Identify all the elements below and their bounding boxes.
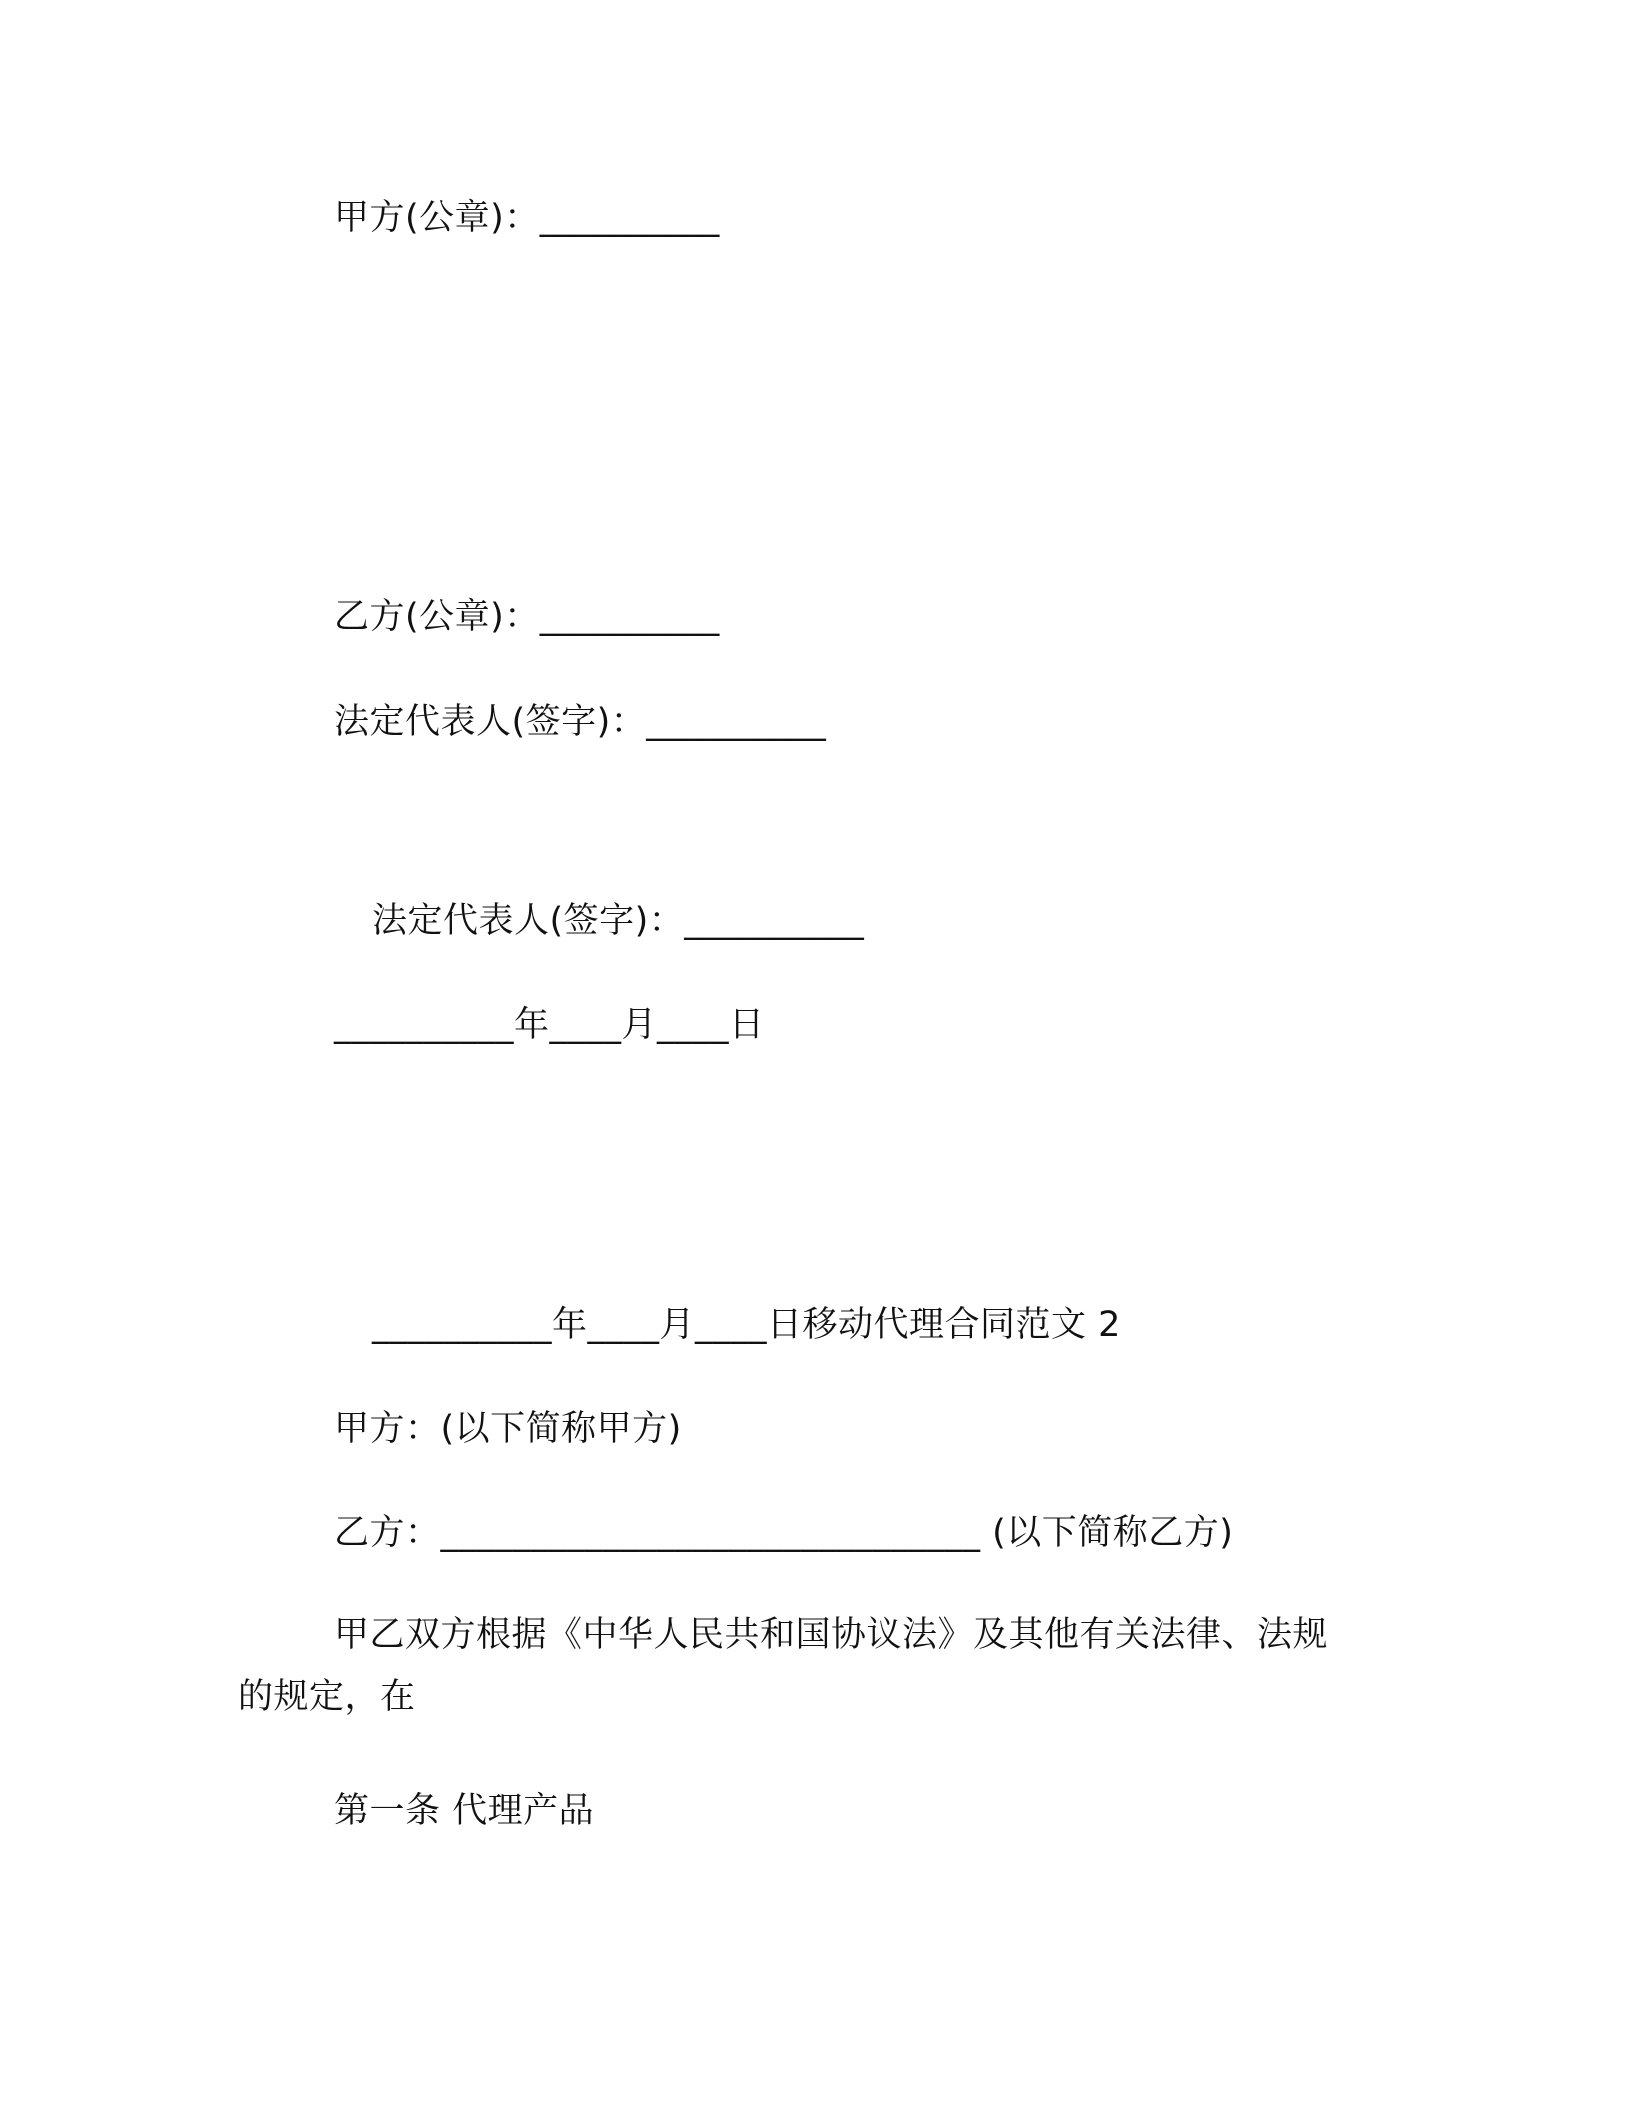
preamble-line-1: 甲乙双方根据《中华人民共和国协议法》及其他有关法律、法规 xyxy=(334,1615,1329,1655)
party-b-line: 乙方：______________________________ (以下简称乙方) xyxy=(334,1513,1234,1553)
party-a-line: 甲方：(以下简称甲方) xyxy=(334,1409,682,1449)
party-a-seal-line: 甲方(公章)：__________ xyxy=(334,198,720,238)
party-b-seal-line: 乙方(公章)：__________ xyxy=(334,597,720,637)
legal-representative-line: 法定代表人(签字)：__________ xyxy=(334,702,827,742)
legal-representative-line-2: 法定代表人(签字)：__________ xyxy=(372,901,865,941)
preamble-line-2: 的规定，在 xyxy=(238,1677,416,1717)
date-line: __________年____月____日 xyxy=(334,1005,765,1045)
article-one-heading: 第一条 代理产品 xyxy=(334,1791,595,1831)
contract-title-line: __________年____月____日移动代理合同范文 2 xyxy=(372,1305,1121,1345)
